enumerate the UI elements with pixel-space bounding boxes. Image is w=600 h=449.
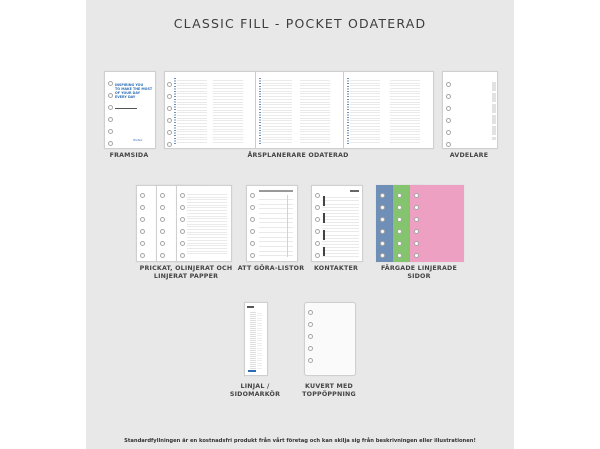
- punch-hole: [397, 253, 402, 258]
- cover-line-3: OF YOUR DAY: [115, 91, 140, 95]
- punch-hole: [250, 193, 255, 198]
- cover-rule: [115, 108, 137, 109]
- punch-hole: [167, 130, 172, 135]
- day-number-column: [347, 78, 349, 144]
- punch-hole: [180, 193, 185, 198]
- punch-hole: [160, 205, 165, 210]
- cover-line-1: INSPIRING YOU: [115, 83, 144, 87]
- planner-month-column: [350, 78, 380, 144]
- punch-hole: [397, 241, 402, 246]
- punch-hole: [140, 193, 145, 198]
- punch-hole: [140, 229, 145, 234]
- punch-hole: [315, 193, 320, 198]
- punch-hole: [315, 229, 320, 234]
- planner-month-column: [213, 78, 243, 144]
- punch-hole: [160, 229, 165, 234]
- punch-hole: [446, 82, 451, 87]
- punch-hole: [180, 253, 185, 258]
- cover-page-image: [104, 71, 156, 149]
- brand-logo: filofax: [133, 138, 143, 142]
- top-opening-envelope-image: [304, 302, 356, 376]
- punch-hole: [160, 241, 165, 246]
- punch-hole: [108, 81, 113, 86]
- punch-hole: [250, 241, 255, 246]
- contacts-header-mark: [350, 190, 359, 192]
- punch-hole: [414, 193, 419, 198]
- ruler-page-marker-image: [244, 302, 268, 376]
- punch-hole: [167, 94, 172, 99]
- punch-hole: [446, 142, 451, 147]
- contact-entry-mark: [323, 230, 325, 240]
- planner-month-column: [262, 78, 292, 144]
- caption-arsplanerare: ÅRSPLANERARE ODATERAD: [247, 152, 349, 159]
- punch-hole: [446, 106, 451, 111]
- ruler-ticks: [257, 311, 262, 369]
- day-number-column: [259, 78, 261, 144]
- punch-hole: [308, 346, 313, 351]
- caption-framsida: FRAMSIDA: [109, 152, 149, 159]
- punch-hole: [140, 253, 145, 258]
- punch-hole: [108, 105, 113, 110]
- punch-hole: [446, 118, 451, 123]
- page-divider: [255, 72, 256, 148]
- punch-hole: [414, 229, 419, 234]
- caption-prickat-1: PRICKAT, OLINJERAT OCH: [139, 265, 233, 272]
- punch-hole: [167, 106, 172, 111]
- punch-hole: [160, 217, 165, 222]
- punch-hole: [380, 205, 385, 210]
- punch-hole: [167, 118, 172, 123]
- planner-month-column: [390, 78, 420, 144]
- ruled-lines: [187, 192, 227, 256]
- punch-hole: [167, 142, 172, 147]
- punch-hole: [380, 253, 385, 258]
- day-number-column: [174, 78, 176, 144]
- punch-hole: [315, 241, 320, 246]
- punch-hole: [446, 130, 451, 135]
- todo-lines: [259, 195, 293, 257]
- caption-linjal-1: LINJAL /: [240, 383, 270, 390]
- punch-hole: [180, 241, 185, 246]
- contact-lines: [322, 195, 359, 257]
- colored-pink-page: [410, 185, 464, 262]
- todo-header-rule: [259, 190, 293, 192]
- punch-hole: [380, 217, 385, 222]
- punch-hole: [397, 217, 402, 222]
- year-planner-spread: [164, 71, 434, 149]
- planner-month-column: [300, 78, 330, 144]
- caption-fargade-2: SIDOR: [407, 273, 431, 280]
- caption-kontakter: KONTAKTER: [313, 265, 359, 272]
- punch-hole: [180, 229, 185, 234]
- ruler-logo: [248, 370, 256, 372]
- cover-line-4: EVERY DAY: [115, 95, 136, 99]
- punch-hole: [108, 93, 113, 98]
- punch-hole: [414, 241, 419, 246]
- disclaimer-text: Standardfyllningen är en kostnadsfri produkt från vårt företag och kan skilja sig från beskrivningen eller illustrationen!: [124, 438, 476, 444]
- caption-kuvert-1: KUVERT MED: [305, 383, 353, 390]
- contacts-image: [311, 185, 363, 262]
- punch-hole: [397, 205, 402, 210]
- planner-month-column: [177, 78, 207, 144]
- ruler-header-mark: [247, 306, 254, 308]
- punch-hole: [397, 229, 402, 234]
- todo-check-column: [287, 195, 288, 257]
- punch-hole: [180, 217, 185, 222]
- punch-hole: [414, 253, 419, 258]
- punch-hole: [414, 217, 419, 222]
- punch-hole: [250, 205, 255, 210]
- page-title: CLASSIC FILL - POCKET ODATERAD: [173, 16, 427, 31]
- ruler-scale: [250, 311, 256, 369]
- punch-hole: [140, 217, 145, 222]
- punch-hole: [380, 229, 385, 234]
- punch-hole: [308, 310, 313, 315]
- todo-list-image: [246, 185, 298, 262]
- punch-hole: [108, 117, 113, 122]
- punch-hole: [380, 193, 385, 198]
- punch-hole: [308, 334, 313, 339]
- caption-kuvert-2: TOPPÖPPNING: [302, 391, 356, 398]
- punch-hole: [140, 241, 145, 246]
- punch-hole: [160, 253, 165, 258]
- caption-avdelare: AVDELARE: [449, 152, 489, 159]
- caption-linjal-2: SIDOMARKÖR: [229, 391, 281, 398]
- punch-hole: [167, 82, 172, 87]
- caption-att-gora: ATT GÖRA-LISTOR: [237, 265, 305, 272]
- punch-hole: [308, 358, 313, 363]
- divider-page-image: [442, 71, 498, 149]
- punch-hole: [315, 205, 320, 210]
- punch-hole: [315, 253, 320, 258]
- punch-hole: [446, 94, 451, 99]
- punch-hole: [140, 205, 145, 210]
- contact-entry-mark: [323, 196, 325, 206]
- caption-prickat-2: LINJERAT PAPPER: [153, 273, 219, 280]
- punch-hole: [250, 229, 255, 234]
- punch-hole: [380, 241, 385, 246]
- contact-entry-mark: [323, 247, 325, 256]
- punch-hole: [250, 253, 255, 258]
- contact-entry-mark: [323, 213, 325, 223]
- punch-hole: [160, 193, 165, 198]
- punch-hole: [108, 129, 113, 134]
- punch-hole: [250, 217, 255, 222]
- punch-hole: [108, 141, 113, 146]
- cover-line-2: TO MAKE THE MOST: [115, 87, 153, 91]
- punch-hole: [315, 217, 320, 222]
- punch-hole: [180, 205, 185, 210]
- product-panel: [86, 0, 514, 449]
- punch-hole: [414, 205, 419, 210]
- divider-tabs: [492, 82, 496, 140]
- caption-fargade-1: FÄRGADE LINJERADE: [381, 265, 457, 272]
- lined-paper-image: [176, 185, 232, 262]
- page-divider: [343, 72, 344, 148]
- punch-hole: [308, 322, 313, 327]
- punch-hole: [397, 193, 402, 198]
